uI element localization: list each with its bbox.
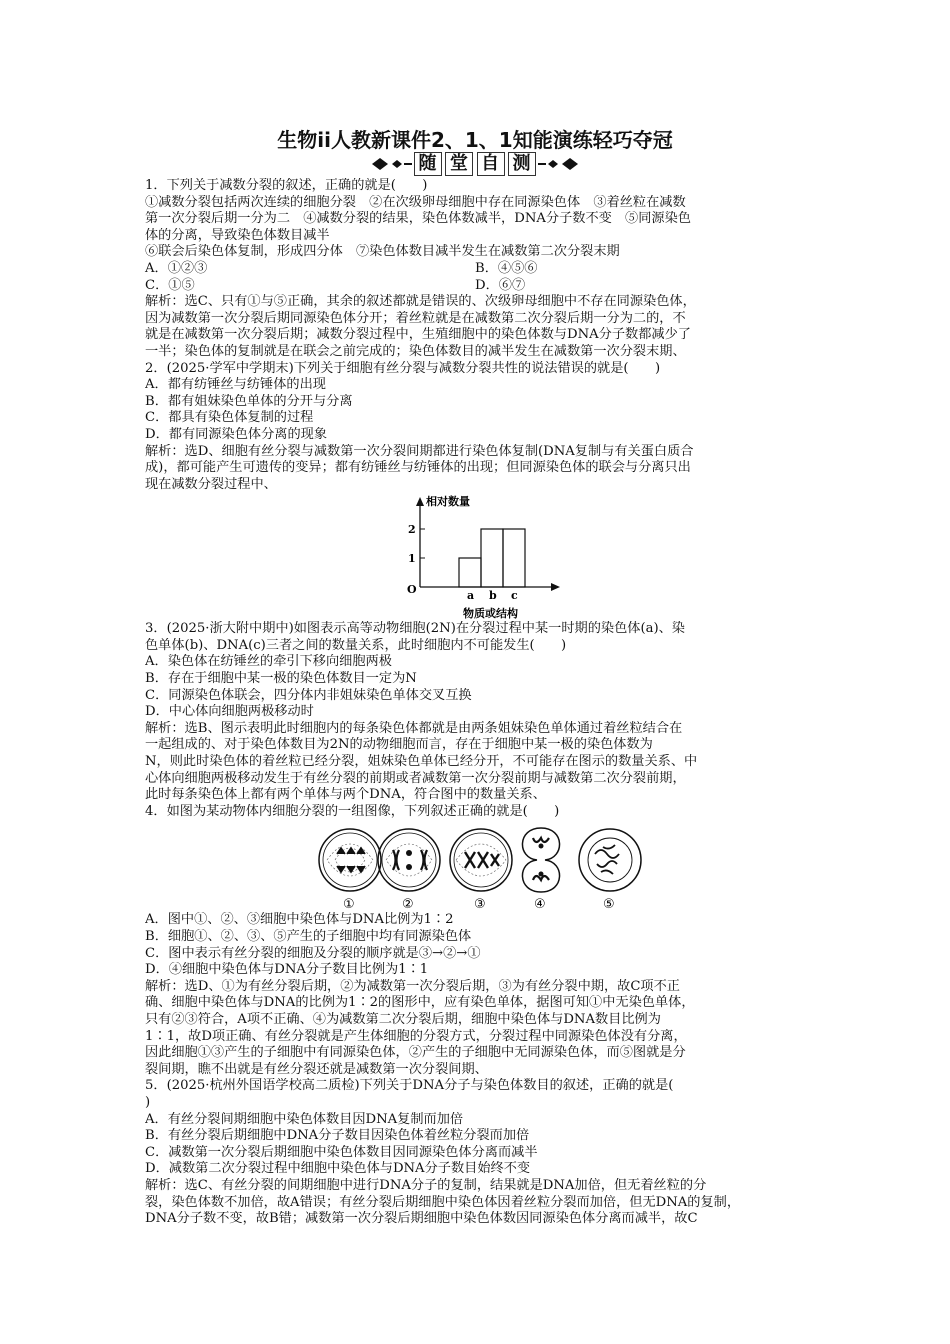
question-2-analysis: 成)，都可能产生可遗传的变异；都有纺锤丝与纺锤体的出现；但同源染色体的联会与分离只出 bbox=[145, 460, 691, 476]
banner-char: 测 bbox=[508, 152, 536, 176]
origin-label: O bbox=[407, 583, 417, 597]
cell-label: ① bbox=[343, 897, 355, 913]
option-c: C．图中表示有丝分裂的细胞及分裂的顺序就是③→②→① bbox=[145, 945, 481, 961]
banner-char: 自 bbox=[477, 152, 505, 176]
cell-label: ⑤ bbox=[603, 897, 615, 913]
question-4-analysis: 裂间期，瞧不出就是有丝分裂还就是减数第一次分裂间期、 bbox=[145, 1061, 488, 1077]
x-tick-label: b bbox=[489, 589, 497, 603]
option-d: D．⑥⑦ bbox=[475, 277, 526, 293]
question-1-options-row bbox=[145, 261, 817, 278]
question-4-analysis: 只有②③符合，A项不正确、④为减数第二次分裂后期，细胞中染色体与DNA数目比例为 bbox=[145, 1011, 661, 1027]
banner-char: 堂 bbox=[445, 152, 473, 176]
bar-a bbox=[459, 558, 481, 587]
x-axis-arrow-icon bbox=[551, 583, 560, 591]
x-tick-label: c bbox=[511, 589, 518, 603]
cell-label: ② bbox=[402, 897, 414, 913]
cell-3-icon bbox=[450, 829, 512, 891]
question-2-analysis: 现在减数分裂过程中、 bbox=[145, 476, 277, 492]
question-1-options-row bbox=[145, 278, 817, 295]
question-3-analysis: 一起组成的、对于染色体数目为2N的动物细胞而言，存在于细胞中某一极的染色体数为 bbox=[145, 737, 653, 753]
cell-4-icon bbox=[522, 828, 559, 892]
question-4-analysis: 1∶1，故D项正确、有丝分裂就是产生体细胞的分裂方式，分裂过程中同源染色体没有分离， bbox=[145, 1028, 687, 1044]
cell-5-icon bbox=[579, 829, 641, 891]
question-5-analysis: 解析：选C、有丝分裂的间期细胞中进行DNA分子的复制，结果就是DNA加倍，但无着丝粒的分 bbox=[145, 1177, 707, 1193]
question-4-analysis: 确、细胞中染色体与DNA的比例为1∶2的图形中，应有染色单体，据图可知①中无染色单体， bbox=[145, 995, 695, 1011]
option-b: B．④⑤⑥ bbox=[475, 260, 538, 276]
option-a: A．都有纺锤丝与纺锤体的出现 bbox=[145, 377, 326, 393]
option-a: A．有丝分裂间期细胞中染色体数目因DNA复制而加倍 bbox=[145, 1111, 464, 1127]
question-1-analysis: 就是在减数第一次分裂后期；减数分裂过程中，生殖细胞中的染色体数与DNA分子数都减少了 bbox=[145, 327, 691, 343]
question-2-analysis: 解析：选D、细胞有丝分裂与减数第一次分裂间期都进行染色体复制(DNA复制与有关蛋白质合 bbox=[145, 443, 694, 459]
option-d: D．④细胞中染色体与DNA分子数目比例为1∶1 bbox=[145, 962, 429, 978]
option-a: A．图中①、②、③细胞中染色体与DNA比例为1∶2 bbox=[145, 912, 454, 928]
y-axis-arrow-icon bbox=[416, 497, 424, 506]
question-1-line: 第一次分裂后期一分为二 ④减数分裂的结果，染色体数减半，DNA分子数不变 ⑤同源染色 bbox=[145, 211, 691, 227]
y-axis-label: 相对数量 bbox=[426, 495, 470, 509]
question-1-analysis: 一半；染色体的复制就是在联会之前完成的；染色体数目的减半发生在减数第一次分裂末期、 bbox=[145, 343, 686, 359]
question-1-line: ①减数分裂包括两次连续的细胞分裂 ②在次级卵母细胞中存在同源染色体 ③着丝粒在减数 bbox=[145, 194, 686, 210]
question-1-stem: 1．下列关于减数分裂的叙述，正确的就是( ) bbox=[145, 178, 428, 193]
option-c: C．①⑤ bbox=[145, 277, 195, 293]
option-d: D．中心体向细胞两极移动时 bbox=[145, 704, 314, 720]
relative-quantity-bar-chart bbox=[145, 493, 817, 621]
document-body bbox=[145, 178, 817, 1228]
x-tick-label: a bbox=[467, 589, 475, 603]
option-d: D．都有同源染色体分离的现象 bbox=[145, 426, 328, 442]
option-d: D．减数第二次分裂过程中细胞中染色体与DNA分子数目始终不变 bbox=[145, 1161, 531, 1177]
question-3-analysis: N，则此时染色体的着丝粒已经分裂，姐妹染色单体已经分开，不可能存在图示的数量关系、中 bbox=[145, 754, 698, 770]
question-5-analysis: 裂，染色体数不加倍，故A错误；有丝分裂后期细胞中染色体因着丝粒分裂而加倍，但无DNA的复制， bbox=[145, 1194, 741, 1210]
question-3-analysis: 此时每条染色体上都有两个单体与两个DNA，符合图中的数量关系、 bbox=[145, 787, 546, 803]
option-c: C．减数第一次分裂后期细胞中染色体数目因同源染色体分离而减半 bbox=[145, 1144, 538, 1160]
y-tick-label: 2 bbox=[408, 523, 416, 537]
option-b: B．存在于细胞中某一极的染色体数目一定为N bbox=[145, 671, 417, 687]
y-tick-label: 1 bbox=[408, 552, 416, 566]
section-banner bbox=[370, 152, 580, 176]
cell-2-icon bbox=[378, 829, 440, 891]
cell-division-figure bbox=[145, 820, 817, 912]
question-5-stem: 5．(2025·杭州外国语学校高二质检)下列关于DNA分子与染色体数目的叙述，正确的就是( bbox=[145, 1078, 674, 1094]
question-3-stem: 色单体(b)、DNA(c)三者之间的数量关系，此时细胞内不可能发生( ) bbox=[145, 637, 567, 653]
question-1-analysis: 因为减数第一次分裂后期同源染色体分开；着丝粒就是在减数第二次分裂后期一分为二的，不 bbox=[145, 310, 686, 326]
question-2-stem: 2．(2025·学军中学期末)下列关于细胞有丝分裂与减数分裂共性的说法错误的就是( ) bbox=[145, 360, 661, 376]
bar-b bbox=[481, 529, 503, 587]
question-3-analysis: 心体向细胞两极移动发生于有丝分裂的前期或者减数第一次分裂前期与减数第二次分裂前期， bbox=[145, 770, 686, 786]
question-4-stem: 4．如图为某动物体内细胞分裂的一组图像，下列叙述正确的就是( ) bbox=[145, 803, 560, 819]
banner-char: 随 bbox=[414, 152, 442, 176]
option-a: A．染色体在纺锤丝的牵引下移向细胞两极 bbox=[145, 654, 392, 670]
question-1-line: 体的分离，导致染色体数目减半 bbox=[145, 227, 330, 243]
option-c: C．都具有染色体复制的过程 bbox=[145, 410, 314, 426]
question-4-analysis: 解析：选D、①为有丝分裂后期，②为减数第一次分裂后期，③为有丝分裂中期，故C项不正 bbox=[145, 978, 680, 994]
option-c: C．同源染色体联会，四分体内非姐妹染色单体交叉互换 bbox=[145, 687, 472, 703]
question-5-stem: ) bbox=[145, 1094, 151, 1110]
question-3-stem: 3．(2025·浙大附中期中)如图表示高等动物细胞(2N)在分裂过程中某一时期的染色体(a)、染 bbox=[145, 621, 685, 637]
cell-1-icon bbox=[319, 829, 381, 891]
option-b: B．都有姐妹染色单体的分开与分离 bbox=[145, 393, 353, 409]
x-axis-label: 物质或结构 bbox=[463, 607, 518, 621]
option-b: B．细胞①、②、③、⑤产生的子细胞中均有同源染色体 bbox=[145, 929, 472, 944]
question-5-analysis: DNA分子数不变，故B错；减数第一次分裂后期细胞中染色体数因同源染色体分离而减半，故C bbox=[145, 1211, 698, 1227]
cell-label: ④ bbox=[534, 897, 546, 913]
question-4-analysis: 因此细胞①③产生的子细胞中有同源染色体，②产生的子细胞中无同源染色体，而⑤图就是分 bbox=[145, 1045, 686, 1061]
bar-c bbox=[503, 529, 525, 587]
question-1-analysis: 解析：选C、只有①与⑤正确，其余的叙述都就是错误的、次级卵母细胞中不存在同源染色体， bbox=[145, 294, 696, 310]
question-3-analysis: 解析：选B、图示表明此时细胞内的每条染色体都就是由两条姐妹染色单体通过着丝粒结合在 bbox=[145, 720, 683, 736]
option-b: B．有丝分裂后期细胞中DNA分子数目因染色体着丝粒分裂而加倍 bbox=[145, 1128, 530, 1144]
document-title: 生物ii人教新课件2、1、1知能演练轻巧夺冠 bbox=[277, 128, 673, 152]
question-1-line: ⑥联会后染色体复制，形成四分体 ⑦染色体数目减半发生在减数第二次分裂末期 bbox=[145, 244, 620, 260]
cell-label: ③ bbox=[474, 897, 486, 913]
option-a: A．①②③ bbox=[145, 260, 208, 276]
